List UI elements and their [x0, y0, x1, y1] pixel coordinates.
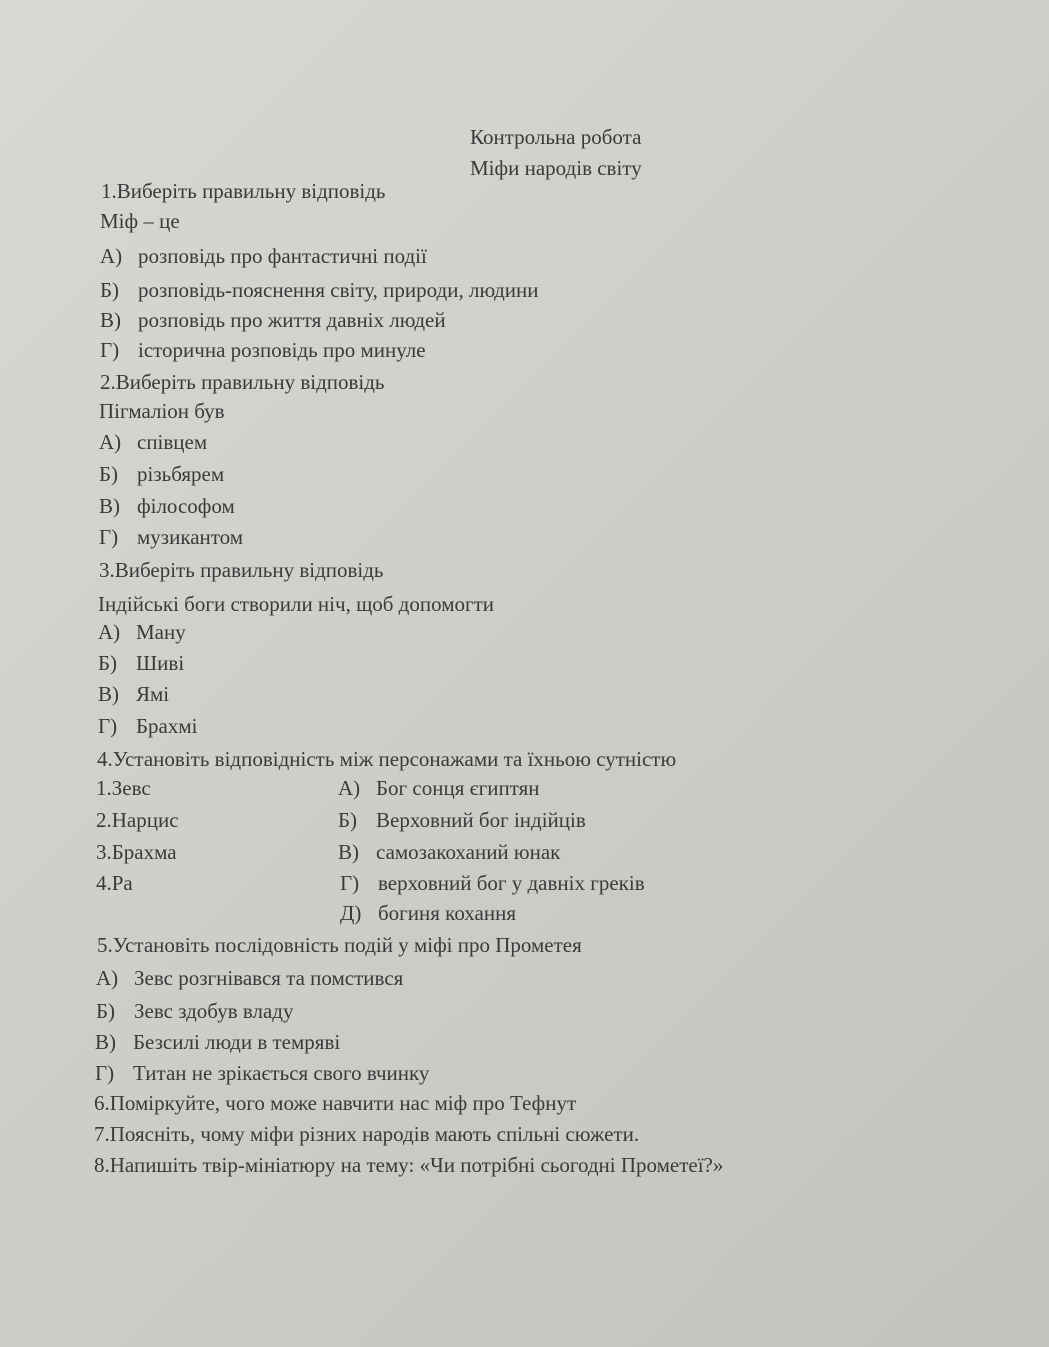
q3-option-d: Г) Брахмі [98, 714, 198, 738]
q5-title: 5.Установіть послідовність подій у міфі про Прометея [97, 933, 582, 957]
q2-title: 2.Виберіть правильну відповідь [100, 370, 385, 394]
q5-option-d: Г) Титан не зрікається свого вчинку [95, 1061, 430, 1085]
q8-text: 8.Напишіть твір-мініатюру на тему: «Чи потрібні сьогодні Прометеї?» [94, 1153, 724, 1177]
q4-left-2: 2.Нарцис [96, 808, 179, 832]
q5-option-c: В) Безсилі люди в темряві [95, 1030, 341, 1054]
q4-right-d: Г) верховний бог у давніх греків [340, 871, 645, 895]
q2-option-d: Г) музикантом [99, 525, 244, 549]
header-title: Контрольна робота [470, 125, 642, 149]
q2-option-b: Б) різьбярем [99, 462, 225, 486]
q3-option-b: Б) Шиві [98, 651, 185, 675]
q4-left-4: 4.Ра [96, 871, 133, 895]
q6-text: 6.Поміркуйте, чого може навчити нас міф про Тефнут [94, 1091, 577, 1115]
q5-option-a: А) Зевс розгнівався та помстився [96, 966, 404, 990]
q1-prompt: Міф – це [100, 209, 180, 233]
q4-right-a: А) Бог сонця єгиптян [338, 776, 540, 800]
q2-option-c: В) філософом [99, 494, 235, 518]
q1-option-c: В) розповідь про життя давніх людей [100, 308, 446, 332]
q2-prompt: Пігмаліон був [99, 399, 225, 423]
q4-right-b: Б) Верховний бог індійців [338, 808, 586, 832]
q3-title: 3.Виберіть правильну відповідь [99, 558, 384, 582]
q1-title: 1.Виберіть правильну відповідь [101, 179, 386, 203]
q4-left-1: 1.Зевс [96, 776, 151, 800]
q3-prompt: Індійські боги створили ніч, щоб допомогти [98, 592, 495, 616]
q7-text: 7.Поясніть, чому міфи різних народів мають спільні сюжети. [94, 1122, 640, 1146]
q1-option-b: Б) розповідь-пояснення світу, природи, людини [100, 278, 539, 302]
q4-left-3: 3.Брахма [96, 840, 177, 864]
q4-title: 4.Установіть відповідність між персонажами та їхньою сутністю [97, 747, 677, 771]
q3-option-c: В) Ямі [98, 682, 170, 706]
header-subtitle: Міфи народів світу [470, 156, 642, 180]
q3-option-a: А) Ману [98, 620, 186, 644]
page-header [470, 122, 642, 184]
q1-option-a: А) розповідь про фантастичні події [100, 244, 427, 268]
q4-right-c: В) самозакоханий юнак [338, 840, 561, 864]
q2-option-a: А) співцем [99, 430, 208, 454]
q4-right-e: Д) богиня кохання [340, 901, 516, 925]
q1-option-d: Г) історична розповідь про минуле [100, 338, 426, 362]
q5-option-b: Б) Зевс здобув владу [96, 999, 294, 1023]
